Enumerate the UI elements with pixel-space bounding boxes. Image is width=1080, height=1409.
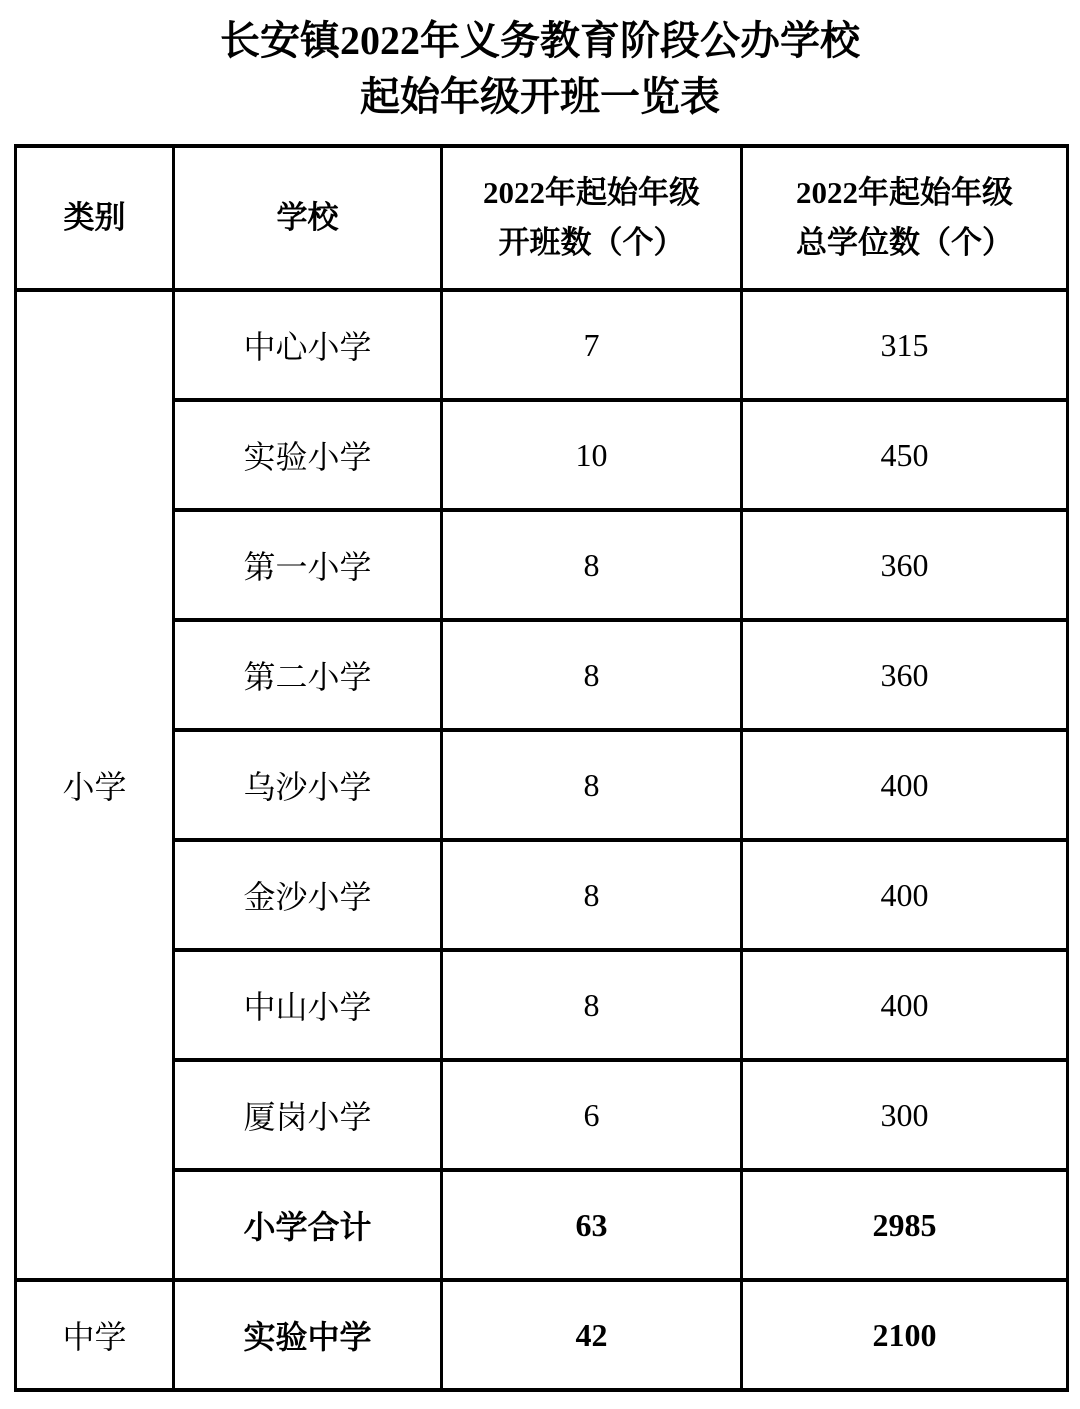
classes-cell: 6 bbox=[442, 1060, 742, 1170]
school-cell: 乌沙小学 bbox=[174, 730, 442, 840]
page-title-line1: 长安镇2022年义务教育阶段公办学校 bbox=[220, 18, 860, 63]
column-header-seats bbox=[742, 146, 1068, 290]
column-header-category: 类别 bbox=[16, 146, 174, 290]
table-row-secondary bbox=[16, 1280, 1068, 1390]
classes-cell: 8 bbox=[442, 950, 742, 1060]
table-row bbox=[16, 730, 1068, 840]
school-cell: 中山小学 bbox=[174, 950, 442, 1060]
school-class-table bbox=[14, 144, 1069, 1392]
table-row bbox=[16, 290, 1068, 400]
school-cell: 实验中学 bbox=[174, 1280, 442, 1390]
seats-cell: 400 bbox=[742, 730, 1068, 840]
table-row bbox=[16, 950, 1068, 1060]
school-cell: 第一小学 bbox=[174, 510, 442, 620]
classes-cell-total: 63 bbox=[442, 1170, 742, 1280]
school-cell: 第二小学 bbox=[174, 620, 442, 730]
column-header-seats-line1: 2022年起始年级 bbox=[796, 175, 1013, 210]
page-title-line2: 起始年级开班一览表 bbox=[360, 74, 720, 119]
classes-cell: 42 bbox=[442, 1280, 742, 1390]
classes-cell: 8 bbox=[442, 730, 742, 840]
column-header-seats-line2: 总学位数（个） bbox=[796, 225, 1013, 260]
seats-cell: 2100 bbox=[742, 1280, 1068, 1390]
column-header-classes-line1: 2022年起始年级 bbox=[483, 175, 700, 210]
school-cell: 中心小学 bbox=[174, 290, 442, 400]
column-header-classes bbox=[442, 146, 742, 290]
school-cell: 金沙小学 bbox=[174, 840, 442, 950]
school-cell-total: 小学合计 bbox=[174, 1170, 442, 1280]
table-row-primary-total bbox=[16, 1170, 1068, 1280]
table-row bbox=[16, 400, 1068, 510]
seats-cell-total: 2985 bbox=[742, 1170, 1068, 1280]
table-row bbox=[16, 510, 1068, 620]
seats-cell: 400 bbox=[742, 950, 1068, 1060]
classes-cell: 7 bbox=[442, 290, 742, 400]
column-header-school: 学校 bbox=[174, 146, 442, 290]
table-row bbox=[16, 620, 1068, 730]
category-cell-secondary: 中学 bbox=[16, 1280, 174, 1390]
seats-cell: 360 bbox=[742, 620, 1068, 730]
seats-cell: 360 bbox=[742, 510, 1068, 620]
category-cell-primary: 小学 bbox=[16, 290, 174, 1280]
table-row bbox=[16, 1060, 1068, 1170]
classes-cell: 8 bbox=[442, 620, 742, 730]
page-title bbox=[0, 0, 1080, 125]
column-header-classes-line2: 开班数（个） bbox=[498, 225, 685, 260]
seats-cell: 300 bbox=[742, 1060, 1068, 1170]
table-row bbox=[16, 840, 1068, 950]
school-cell: 厦岗小学 bbox=[174, 1060, 442, 1170]
header-row bbox=[16, 146, 1068, 290]
classes-cell: 8 bbox=[442, 840, 742, 950]
seats-cell: 400 bbox=[742, 840, 1068, 950]
classes-cell: 8 bbox=[442, 510, 742, 620]
seats-cell: 450 bbox=[742, 400, 1068, 510]
seats-cell: 315 bbox=[742, 290, 1068, 400]
school-cell: 实验小学 bbox=[174, 400, 442, 510]
classes-cell: 10 bbox=[442, 400, 742, 510]
